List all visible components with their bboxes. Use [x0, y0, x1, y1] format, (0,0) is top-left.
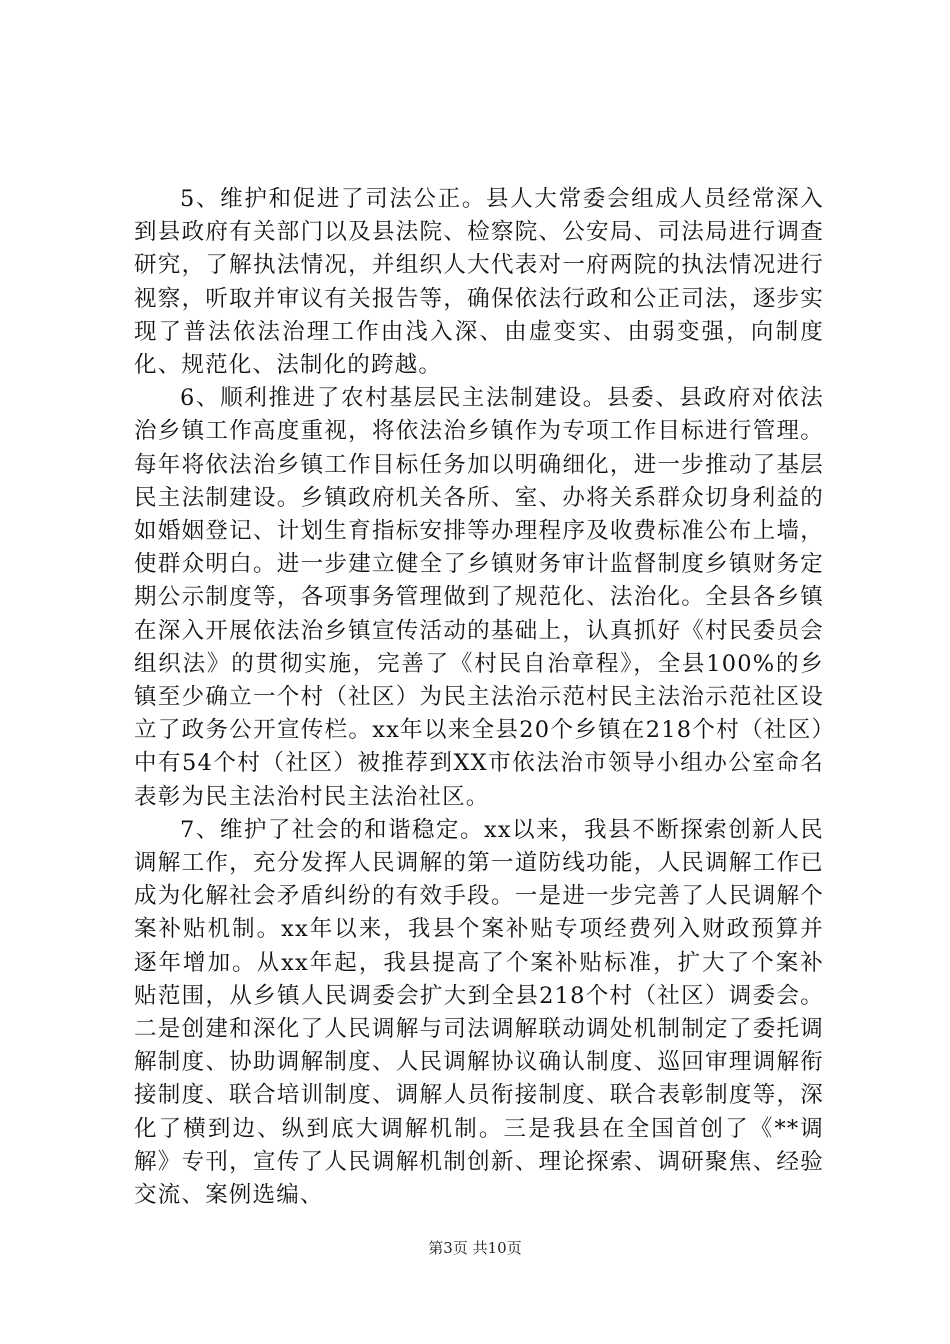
paragraph-rural-democracy: 6、顺利推进了农村基层民主法制建设。县委、县政府对依法治乡镇工作高度重视，将依法治乡镇作为专项工作目标进行管理。每年将依法治乡镇工作目标任务加以明确细化，进一步推动了基层民主法制建设。乡镇政府机关各所、室、办将关系群众切身利益的如婚姻登记、计划生育指标安排等办理程序及收费标准公布上墙，使群众明白。进一步建立健全了乡镇财务审计监督制度乡镇财务定期公示制度等，各项事务管理做到了规范化、法治化。全县各乡镇在深入开展依法治乡镇宣传活动的基础上，认真抓好《村民委员会组织法》的贯彻实施，完善了《村民自治章程》，全县100%的乡镇至少确立一个村（社区）为民主法治示范村民主法治示范社区设立了政务公开宣传栏。xx年以来全县20个乡镇在218个村（社区）中有54个村（社区）被推荐到XX市依法治市领导小组办公室命名表彰为民主法治村民主法治社区。: [134, 385, 824, 810]
document-body: [134, 183, 824, 1212]
paragraph-judicial-fairness: 5、维护和促进了司法公正。县人大常委会组成人员经常深入到县政府有关部门以及县法院、检察院、公安局、司法局进行调查研究，了解执法情况，并组织人大代表对一府两院的执法情况进行视察，听取并审议有关报告等，确保依法行政和公正司法，逐步实现了普法依法治理工作由浅入深、由虚变实、由弱变强，向制度化、规范化、法制化的跨越。: [134, 186, 824, 379]
paragraph-social-harmony: 7、维护了社会的和谐稳定。xx以来，我县不断探索创新人民调解工作，充分发挥人民调解的第一道防线功能，人民调解工作已成为化解社会矛盾纠纷的有效手段。一是进一步完善了人民调解个案补贴机制。xx年以来，我县个案补贴专项经费列入财政预算并逐年增加。从xx年起，我县提高了个案补贴标准，扩大了个案补贴范围，从乡镇人民调委会扩大到全县218个村（社区）调委会。二是创建和深化了人民调解与司法调解联动调处机制制定了委托调解制度、协助调解制度、人民调解协议确认制度、巡回审理调解衔接制度、联合培训制度、调解人员衔接制度、联合表彰制度等，深化了横到边、纵到底大调解机制。三是我县在全国首创了《**调解》专刊，宣传了人民调解机制创新、理论探索、调研聚焦、经验交流、案例选编、: [134, 816, 824, 1209]
page-number-footer: 第3页 共10页: [428, 1239, 522, 1257]
